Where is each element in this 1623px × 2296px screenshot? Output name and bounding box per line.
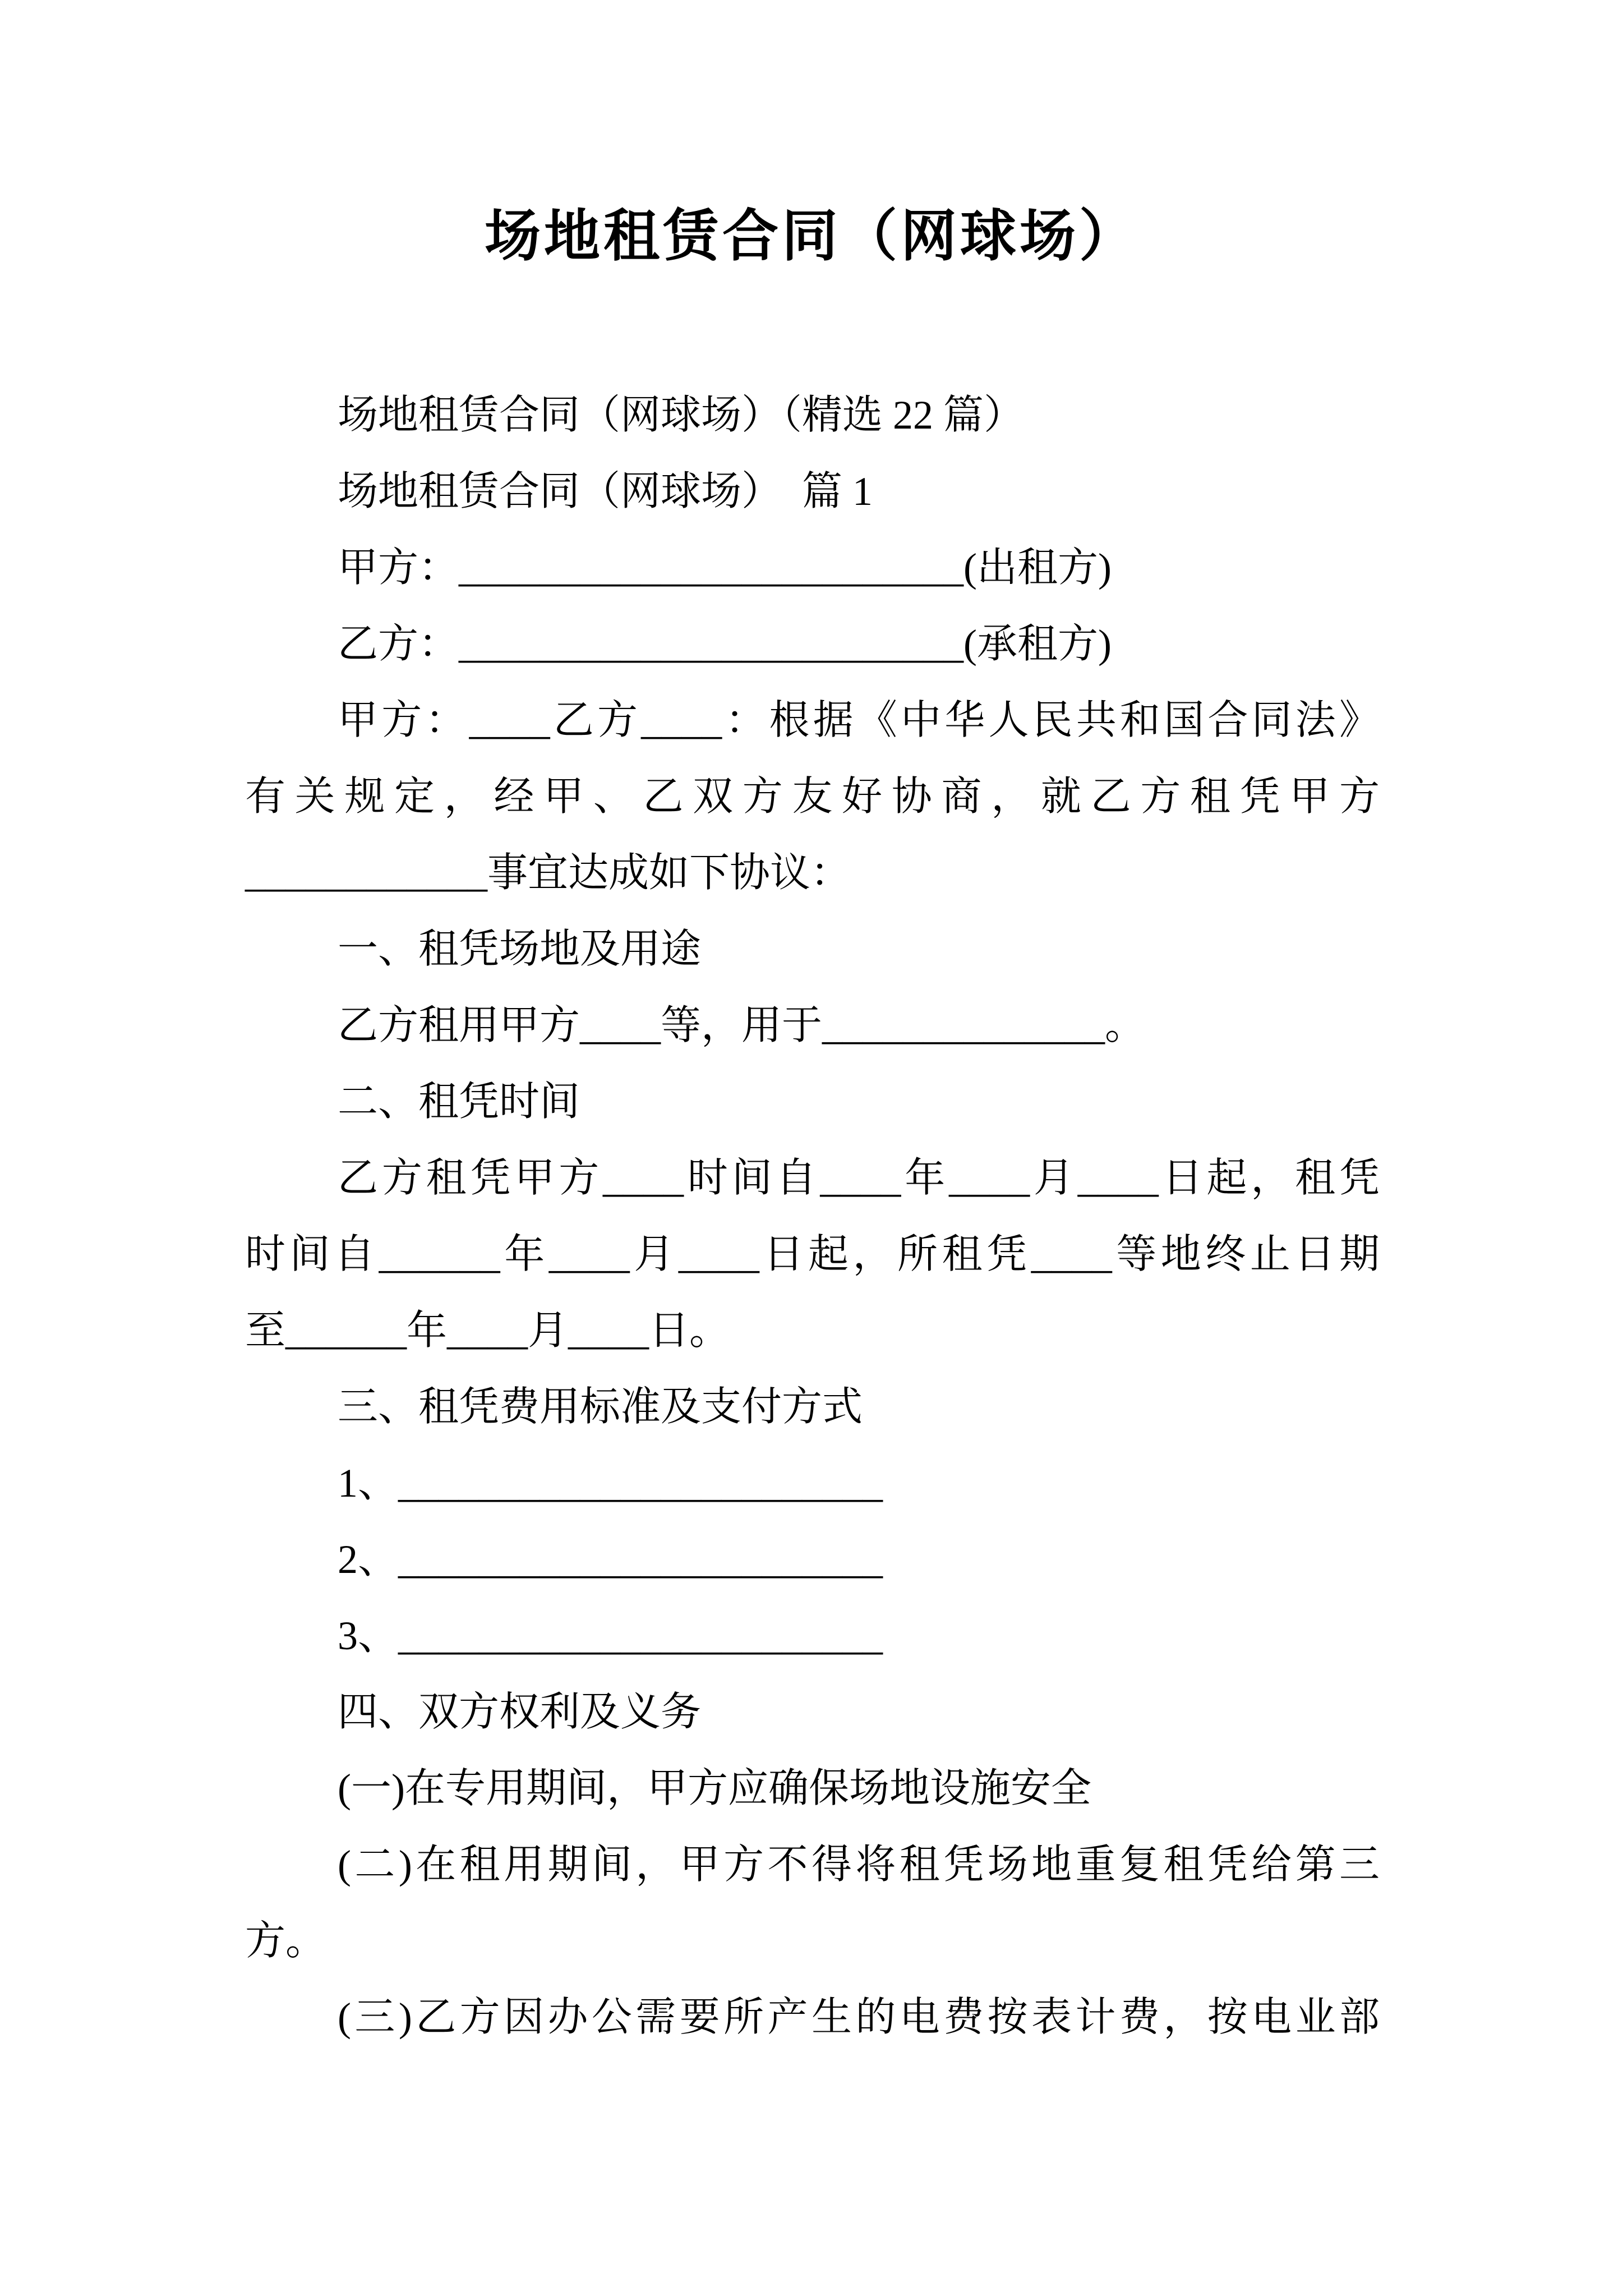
- text-line-clause-2-body-3: 至______年____月____日。: [245, 1308, 730, 1353]
- text-line-clause-2-body-1: 乙方租凭甲方____时间自____年____月____日起，租凭: [338, 1156, 1380, 1200]
- text-line-clause-2-body-2: 时间自______年____月____日起，所租凭____等地终止日期: [245, 1232, 1380, 1277]
- text-line-clause-4-ii-1: (二)在租用期间，甲方不得将租凭场地重复租凭给第三: [338, 1842, 1380, 1887]
- text-line-clause-4-ii-2: 方。: [245, 1918, 326, 1963]
- text-line-item-2-blank: 2、________________________: [338, 1537, 883, 1582]
- text-line-preamble-3: ____________事宜达成如下协议：: [245, 850, 851, 895]
- text-line-clause-4-iii: (三)乙方因办公需要所产生的电费按表计费，按电业部: [338, 1995, 1380, 2040]
- text-line-subtitle: 场地租赁合同（网球场）（精选 22 篇）: [338, 393, 1025, 438]
- text-line-clause-4-title: 四、双方权利及义务: [338, 1690, 702, 1734]
- text-line-item-3-blank: 3、________________________: [338, 1613, 883, 1658]
- document-title: 场地租赁合同（网球场）: [485, 205, 1138, 268]
- text-line-clause-2-title: 二、租凭时间: [338, 1079, 580, 1124]
- text-line-preamble-2: 有关规定，经甲、乙双方友好协商，就乙方租凭甲方: [245, 774, 1380, 819]
- text-line-party-b-blank: 乙方：_________________________(承租方): [338, 622, 1112, 666]
- text-line-preamble-1: 甲方：____乙方____：根据《中华人民共和国合同法》: [338, 698, 1380, 743]
- text-line-part-heading: 场地租赁合同（网球场） 篇 1: [338, 469, 873, 514]
- text-line-clause-4-i: (一)在专用期间，甲方应确保场地设施安全: [338, 1766, 1091, 1811]
- text-line-item-1-blank: 1、________________________: [338, 1461, 883, 1506]
- text-line-party-a-blank: 甲方：_________________________(出租方): [338, 545, 1112, 590]
- document-body: [245, 377, 1380, 2055]
- text-line-clause-3-title: 三、租凭费用标准及支付方式: [338, 1384, 863, 1429]
- text-line-clause-1-body: 乙方租用甲方____等，用于______________。: [338, 1003, 1146, 1048]
- text-line-clause-1-title: 一、租凭场地及用途: [338, 927, 702, 972]
